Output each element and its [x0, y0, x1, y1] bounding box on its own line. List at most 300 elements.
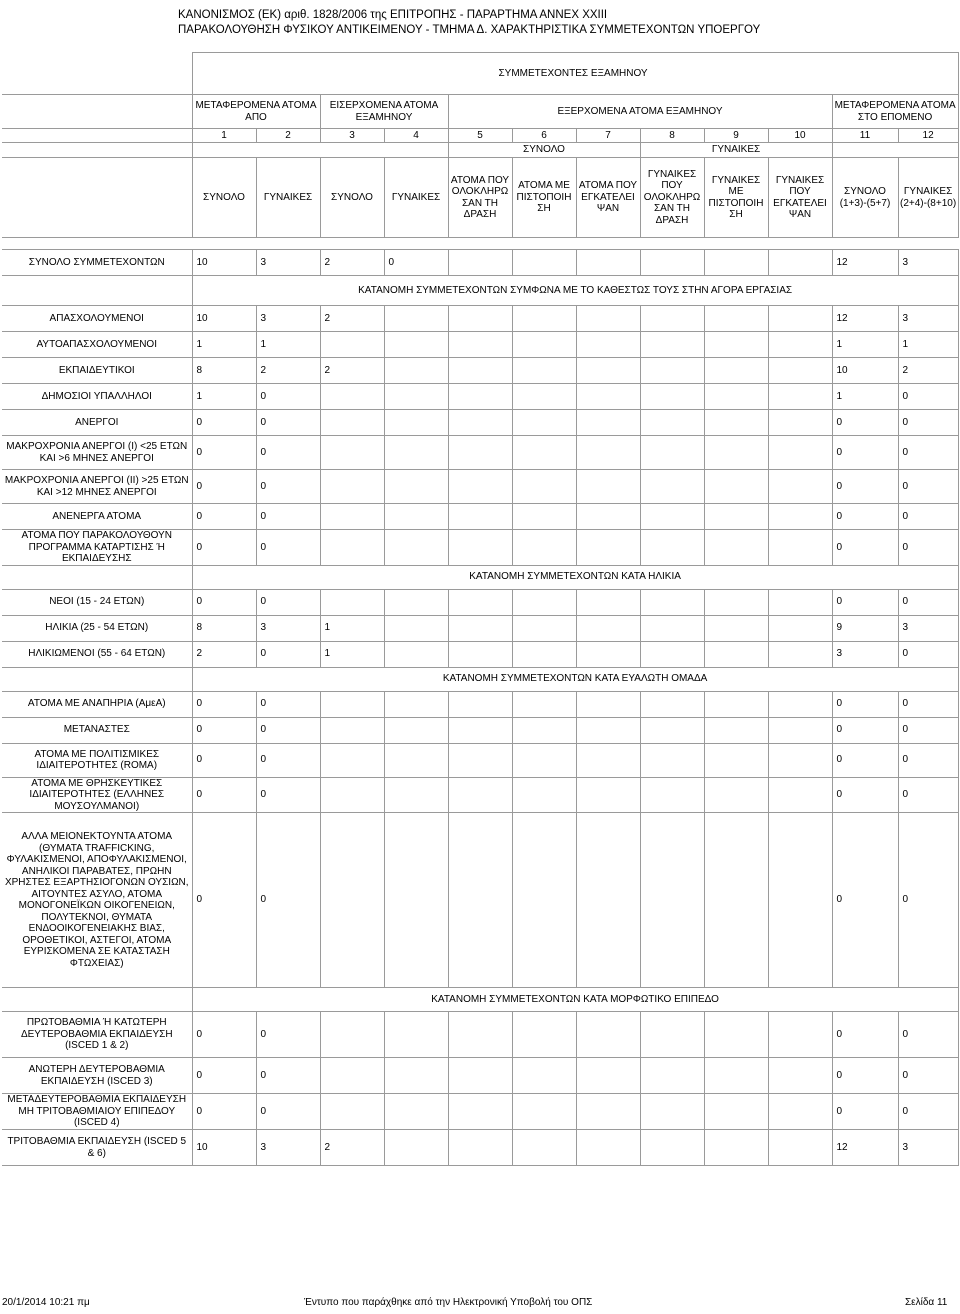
row-label: ΑΝΕΡΓΟΙ	[2, 410, 192, 436]
table-row	[2, 743, 958, 777]
table-row	[2, 530, 958, 566]
table-row	[2, 1130, 958, 1166]
cell-col-1: 2	[192, 641, 256, 667]
cell-col-9	[704, 717, 768, 743]
cell-col-12: 0	[898, 777, 958, 813]
cell-col-9	[704, 589, 768, 615]
cell-col-9	[704, 615, 768, 641]
cell-col-1: 0	[192, 813, 256, 988]
cell-col-9	[704, 358, 768, 384]
cell-col-5	[448, 589, 512, 615]
cell-col-5	[448, 717, 512, 743]
cell-col-9	[704, 410, 768, 436]
cell-col-4	[384, 641, 448, 667]
cell-col-11: 0	[832, 410, 898, 436]
row-label: ΔΗΜΟΣΙΟΙ ΥΠΑΛΛΗΛΟΙ	[2, 384, 192, 410]
cell-col-9	[704, 743, 768, 777]
cell-col-9	[704, 1094, 768, 1130]
cell-col-12: 0	[898, 589, 958, 615]
table-row	[2, 436, 958, 470]
cell-col-4	[384, 813, 448, 988]
cell-col-3	[320, 717, 384, 743]
cell-col-7	[576, 306, 640, 332]
cell-col-6	[512, 358, 576, 384]
cell-col-8	[640, 332, 704, 358]
cell-col-11: 12	[832, 1130, 898, 1166]
cell-col-1: 1	[192, 384, 256, 410]
cell-col-10	[768, 306, 832, 332]
section-header-row	[2, 667, 958, 691]
cell-col-10	[768, 530, 832, 566]
cell-col-1: 0	[192, 410, 256, 436]
cell-col-5	[448, 332, 512, 358]
cell-col-10	[768, 691, 832, 717]
table-row	[2, 1012, 958, 1058]
cell-col-12: 2	[898, 358, 958, 384]
cell-col-7	[576, 358, 640, 384]
cell-col-2: 1	[256, 332, 320, 358]
column-subheader: ΓΥΝΑΙΚΕΣ ΠΟΥ ΟΛΟΚΛΗΡΩ ΣΑΝ ΤΗ ΔΡΑΣΗ	[640, 158, 704, 238]
cell-col-5	[448, 470, 512, 504]
column-subheader: ΓΥΝΑΙΚΕΣ ΠΟΥ ΕΓΚΑΤΕΛΕΙ ΨΑΝ	[768, 158, 832, 238]
cell-col-4	[384, 306, 448, 332]
cell-col-3	[320, 1094, 384, 1130]
cell-col-10	[768, 384, 832, 410]
cell-col-6	[512, 436, 576, 470]
cell-col-4	[384, 504, 448, 530]
table-row	[2, 589, 958, 615]
cell-col-5	[448, 410, 512, 436]
cell-col-3	[320, 504, 384, 530]
header-incoming: ΕΙΣΕΡΧΟΜΕΝΑ ΑΤΟΜΑ ΕΞΑΜΗΝΟΥ	[320, 95, 448, 129]
cell-col-1: 8	[192, 358, 256, 384]
cell-col-2: 2	[256, 358, 320, 384]
cell-col-4	[384, 410, 448, 436]
cell-col-8	[640, 470, 704, 504]
table-row	[2, 1094, 958, 1130]
header-outgoing-total: ΣΥΝΟΛΟ	[448, 143, 640, 158]
cell-col-4: 0	[384, 250, 448, 276]
cell-col-11: 10	[832, 358, 898, 384]
cell-col-12: 0	[898, 1012, 958, 1058]
cell-col-10	[768, 717, 832, 743]
row-label: ΑΥΤΟΑΠΑΣΧΟΛΟΥΜΕΝΟΙ	[2, 332, 192, 358]
cell-col-7	[576, 470, 640, 504]
cell-col-4	[384, 384, 448, 410]
section-blank	[2, 565, 192, 589]
cell-col-5	[448, 436, 512, 470]
cell-col-7	[576, 384, 640, 410]
cell-col-2: 0	[256, 1058, 320, 1094]
cell-col-2: 3	[256, 615, 320, 641]
cell-col-10	[768, 1094, 832, 1130]
row-label: ΑΠΑΣΧΟΛΟΥΜΕΝΟΙ	[2, 306, 192, 332]
cell-col-12: 0	[898, 384, 958, 410]
cell-col-2: 0	[256, 410, 320, 436]
cell-col-3: 2	[320, 306, 384, 332]
cell-col-4	[384, 1094, 448, 1130]
cell-col-3: 2	[320, 250, 384, 276]
column-number: 11	[832, 129, 898, 143]
footer-page-number: Σελίδα 11	[905, 1297, 948, 1308]
cell-col-2: 0	[256, 504, 320, 530]
cell-col-6	[512, 1094, 576, 1130]
cell-col-9	[704, 306, 768, 332]
table-row	[2, 410, 958, 436]
row-label: ΤΡΙΤΟΒΑΘΜΙΑ ΕΚΠΑΙΔΕΥΣΗ (ISCED 5 & 6)	[2, 1130, 192, 1166]
cell-col-10	[768, 504, 832, 530]
cell-col-6	[512, 306, 576, 332]
cell-col-10	[768, 1130, 832, 1166]
cell-col-2: 0	[256, 743, 320, 777]
cell-col-11: 0	[832, 813, 898, 988]
cell-col-9	[704, 332, 768, 358]
cell-col-12: 3	[898, 250, 958, 276]
column-number: 8	[640, 129, 704, 143]
header-participants: ΣΥΜΜΕΤΕΧΟΝΤΕΣ ΕΞΑΜΗΝΟΥ	[192, 53, 958, 95]
cell-col-5	[448, 306, 512, 332]
cell-col-6	[512, 530, 576, 566]
row-label: ΑΤΟΜΑ ΜΕ ΘΡΗΣΚΕΥΤΙΚΕΣ ΙΔΙΑΙΤΕΡΟΤΗΤΕΣ (ΕΛΛΗΝΕΣ ΜΟΥΣΟΥΛΜΑΝΟΙ)	[2, 777, 192, 813]
cell-col-10	[768, 1012, 832, 1058]
cell-col-4	[384, 1012, 448, 1058]
column-subheader: ΑΤΟΜΑ ΜΕ ΠΙΣΤΟΠΟΙΗ ΣΗ	[512, 158, 576, 238]
cell-col-12: 3	[898, 1130, 958, 1166]
cell-col-8	[640, 358, 704, 384]
cell-col-3	[320, 332, 384, 358]
cell-col-1: 1	[192, 332, 256, 358]
cell-col-9	[704, 504, 768, 530]
cell-col-2: 0	[256, 813, 320, 988]
column-number: 4	[384, 129, 448, 143]
cell-col-12: 3	[898, 306, 958, 332]
cell-col-11: 0	[832, 589, 898, 615]
row-label: ΕΚΠΑΙΔΕΥΤΙΚΟΙ	[2, 358, 192, 384]
cell-col-3	[320, 410, 384, 436]
header-carried-in: ΜΕΤΑΦΕΡΟΜΕΝΑ ΑΤΟΜΑ ΑΠΟ	[192, 95, 320, 129]
cell-col-4	[384, 470, 448, 504]
cell-col-1: 0	[192, 436, 256, 470]
cell-col-12: 0	[898, 530, 958, 566]
table-row	[2, 777, 958, 813]
row-label: ΑΝΕΝΕΡΓΑ ΑΤΟΜΑ	[2, 504, 192, 530]
cell-col-11: 0	[832, 717, 898, 743]
column-number: 6	[512, 129, 576, 143]
cell-col-6	[512, 1058, 576, 1094]
row-label: ΠΡΩΤΟΒΑΘΜΙΑ Ή ΚΑΤΩΤΕΡΗ ΔΕΥΤΕΡΟΒΑΘΜΙΑ ΕΚΠΑΙΔΕΥΣΗ (ISCED 1 & 2)	[2, 1012, 192, 1058]
cell-col-2: 0	[256, 777, 320, 813]
cell-col-8	[640, 1058, 704, 1094]
cell-col-11: 0	[832, 1058, 898, 1094]
cell-col-10	[768, 743, 832, 777]
cell-col-8	[640, 813, 704, 988]
cell-col-7	[576, 250, 640, 276]
cell-col-11: 0	[832, 1012, 898, 1058]
cell-col-12: 0	[898, 743, 958, 777]
cell-col-6	[512, 384, 576, 410]
cell-col-8	[640, 641, 704, 667]
cell-col-11: 1	[832, 384, 898, 410]
table-row	[2, 470, 958, 504]
cell-col-7	[576, 1058, 640, 1094]
cell-col-3: 1	[320, 641, 384, 667]
cell-col-8	[640, 306, 704, 332]
cell-col-6	[512, 470, 576, 504]
row-label: ΗΛΙΚΙΩΜΕΝΟΙ (55 - 64 ΕΤΩΝ)	[2, 641, 192, 667]
column-subheader: ΣΥΝΟΛΟ (1+3)-(5+7)	[832, 158, 898, 238]
section-title: ΚΑΤΑΝΟΜΗ ΣΥΜΜΕΤΕΧΟΝΤΩΝ ΣΥΜΦΩΝΑ ΜΕ ΤΟ ΚΑΘΕΣΤΩΣ ΤΟΥΣ ΣΤΗΝ ΑΓΟΡΑ ΕΡΓΑΣΙΑΣ	[192, 276, 958, 306]
cell-col-9	[704, 1058, 768, 1094]
cell-col-1: 0	[192, 777, 256, 813]
section-blank	[2, 276, 192, 306]
cell-col-11: 12	[832, 250, 898, 276]
cell-col-6	[512, 250, 576, 276]
table-row	[2, 250, 958, 276]
section-blank	[2, 988, 192, 1012]
cell-col-6	[512, 615, 576, 641]
cell-col-6	[512, 410, 576, 436]
cell-col-5	[448, 777, 512, 813]
cell-col-3	[320, 1058, 384, 1094]
cell-col-11: 12	[832, 306, 898, 332]
cell-col-8	[640, 504, 704, 530]
cell-col-10	[768, 410, 832, 436]
column-number: 2	[256, 129, 320, 143]
cell-col-4	[384, 1058, 448, 1094]
cell-col-7	[576, 332, 640, 358]
cell-col-8	[640, 777, 704, 813]
section-header-row	[2, 276, 958, 306]
cell-col-7	[576, 717, 640, 743]
cell-col-9	[704, 436, 768, 470]
cell-col-7	[576, 530, 640, 566]
cell-col-8	[640, 436, 704, 470]
cell-col-1: 0	[192, 743, 256, 777]
cell-col-1: 0	[192, 717, 256, 743]
cell-col-12: 0	[898, 691, 958, 717]
cell-col-3	[320, 530, 384, 566]
cell-col-11: 0	[832, 1094, 898, 1130]
footer-printed-by: Έντυπο που παράχθηκε από την Ηλεκτρονική Υποβολή του ΟΠΣ	[304, 1297, 593, 1308]
cell-col-10	[768, 589, 832, 615]
cell-col-4	[384, 589, 448, 615]
cell-col-4	[384, 777, 448, 813]
cell-col-11: 0	[832, 504, 898, 530]
cell-col-1: 0	[192, 470, 256, 504]
header-carried-out: ΜΕΤΑΦΕΡΟΜΕΝΑ ΑΤΟΜΑ ΣΤΟ ΕΠΟΜΕΝΟ	[832, 95, 958, 129]
cell-col-3	[320, 436, 384, 470]
spacer-row	[2, 238, 958, 250]
cell-col-7	[576, 641, 640, 667]
cell-col-1: 0	[192, 1012, 256, 1058]
section-title: ΚΑΤΑΝΟΜΗ ΣΥΜΜΕΤΕΧΟΝΤΩΝ ΚΑΤΑ ΜΟΡΦΩΤΙΚΟ ΕΠΙΠΕΔΟ	[192, 988, 958, 1012]
cell-col-2: 3	[256, 306, 320, 332]
cell-col-9	[704, 777, 768, 813]
cell-col-7	[576, 1094, 640, 1130]
cell-col-5	[448, 358, 512, 384]
cell-col-10	[768, 250, 832, 276]
cell-col-11: 0	[832, 777, 898, 813]
cell-col-1: 0	[192, 1058, 256, 1094]
cell-col-2: 0	[256, 691, 320, 717]
table-row	[2, 332, 958, 358]
cell-col-5	[448, 813, 512, 988]
row-label: ΝΕΟΙ (15 - 24 ΕΤΩΝ)	[2, 589, 192, 615]
column-subheader: ΓΥΝΑΙΚΕΣ (2+4)-(8+10)	[898, 158, 958, 238]
cell-col-3	[320, 470, 384, 504]
cell-col-10	[768, 777, 832, 813]
cell-col-11: 0	[832, 470, 898, 504]
cell-col-2: 0	[256, 589, 320, 615]
cell-col-4	[384, 530, 448, 566]
cell-col-7	[576, 504, 640, 530]
cell-col-6	[512, 332, 576, 358]
cell-col-4	[384, 743, 448, 777]
cell-col-2: 3	[256, 250, 320, 276]
page-footer	[0, 1297, 960, 1311]
header-outgoing-women: ΓΥΝΑΙΚΕΣ	[640, 143, 832, 158]
cell-col-8	[640, 384, 704, 410]
cell-col-8	[640, 1094, 704, 1130]
row-label: ΜΑΚΡΟΧΡΟΝΙΑ ΑΝΕΡΓΟΙ (Ι) <25 ΕΤΩΝ ΚΑΙ >6 ΜΗΝΕΣ ΑΝΕΡΓΟΙ	[2, 436, 192, 470]
cell-col-8	[640, 717, 704, 743]
cell-col-8	[640, 691, 704, 717]
cell-col-4	[384, 332, 448, 358]
cell-col-5	[448, 691, 512, 717]
cell-col-2: 0	[256, 470, 320, 504]
cell-col-10	[768, 615, 832, 641]
column-subheader: ΑΤΟΜΑ ΠΟΥ ΟΛΟΚΛΗΡΩ ΣΑΝ ΤΗ ΔΡΑΣΗ	[448, 158, 512, 238]
cell-col-12: 0	[898, 1094, 958, 1130]
table-row	[2, 358, 958, 384]
cell-col-5	[448, 615, 512, 641]
cell-col-6	[512, 1012, 576, 1058]
cell-col-5	[448, 1130, 512, 1166]
cell-col-2: 0	[256, 530, 320, 566]
table-row	[2, 641, 958, 667]
cell-col-8	[640, 410, 704, 436]
cell-col-1: 0	[192, 504, 256, 530]
cell-col-3	[320, 589, 384, 615]
section-header-row	[2, 988, 958, 1012]
cell-col-12: 0	[898, 641, 958, 667]
cell-col-12: 0	[898, 717, 958, 743]
cell-col-8	[640, 1130, 704, 1166]
table-row	[2, 1058, 958, 1094]
cell-col-8	[640, 1012, 704, 1058]
row-label: ΗΛΙΚΙΑ (25 - 54 ΕΤΩΝ)	[2, 615, 192, 641]
table-row	[2, 691, 958, 717]
cell-col-2: 3	[256, 1130, 320, 1166]
cell-col-9	[704, 1012, 768, 1058]
title-line-2: ΠΑΡΑΚΟΛΟΥΘΗΣΗ ΦΥΣΙΚΟΥ ΑΝΤΙΚΕΙΜΕΝΟΥ - ΤΜΗΜΑ Δ. ΧΑΡΑΚΤΗΡΙΣΤΙΚΑ ΣΥΜΜΕΤΕΧΟΝΤΩΝ ΥΠΟΕΡΓΟΥ	[178, 24, 761, 36]
cell-col-10	[768, 358, 832, 384]
cell-col-9	[704, 250, 768, 276]
cell-col-9	[704, 691, 768, 717]
cell-col-5	[448, 743, 512, 777]
cell-col-1: 10	[192, 306, 256, 332]
table-row	[2, 615, 958, 641]
row-label: ΣΥΝΟΛΟ ΣΥΜΜΕΤΕΧΟΝΤΩΝ	[2, 250, 192, 276]
cell-col-9	[704, 530, 768, 566]
cell-col-2: 0	[256, 717, 320, 743]
cell-col-2: 0	[256, 384, 320, 410]
cell-col-11: 0	[832, 436, 898, 470]
cell-col-3	[320, 813, 384, 988]
cell-col-4	[384, 615, 448, 641]
cell-col-7	[576, 813, 640, 988]
cell-col-1: 10	[192, 250, 256, 276]
cell-col-4	[384, 358, 448, 384]
cell-col-5	[448, 384, 512, 410]
cell-col-11: 0	[832, 691, 898, 717]
cell-col-7	[576, 1130, 640, 1166]
cell-col-12: 0	[898, 436, 958, 470]
title-line-1: ΚΑΝΟΝΙΣΜΟΣ (ΕΚ) αριθ. 1828/2006 της ΕΠΙΤΡΟΠΗΣ - ΠΑΡΑΡΤΗΜΑ ΑΝΝΕΧ XXIII	[178, 9, 608, 21]
cell-col-7	[576, 1012, 640, 1058]
section-blank	[2, 667, 192, 691]
row-label: ΜΕΤΑΝΑΣΤΕΣ	[2, 717, 192, 743]
column-number: 5	[448, 129, 512, 143]
cell-col-3	[320, 691, 384, 717]
cell-col-12: 3	[898, 615, 958, 641]
cell-col-1: 0	[192, 589, 256, 615]
cell-col-10	[768, 813, 832, 988]
row-label: ΜΕΤΑΔΕΥΤΕΡΟΒΑΘΜΙΑ ΕΚΠΑΙΔΕΥΣΗ ΜΗ ΤΡΙΤΟΒΑΘΜΙΑΙΟΥ ΕΠΙΠΕΔΟΥ (ISCED 4)	[2, 1094, 192, 1130]
cell-col-10	[768, 332, 832, 358]
column-subheader: ΣΥΝΟΛΟ	[192, 158, 256, 238]
cell-col-11: 1	[832, 332, 898, 358]
cell-col-3	[320, 743, 384, 777]
cell-col-5	[448, 641, 512, 667]
cell-col-6	[512, 1130, 576, 1166]
cell-col-5	[448, 530, 512, 566]
row-label: ΑΤΟΜΑ ΠΟΥ ΠΑΡΑΚΟΛΟΥΘΟΥΝ ΠΡΟΓΡΑΜΜΑ ΚΑΤΑΡΤΙΣΗΣ Ή ΕΚΠΑΙΔΕΥΣΗΣ	[2, 530, 192, 566]
cell-col-12: 0	[898, 504, 958, 530]
column-subheader: ΑΤΟΜΑ ΠΟΥ ΕΓΚΑΤΕΛΕΙ ΨΑΝ	[576, 158, 640, 238]
cell-col-5	[448, 1094, 512, 1130]
cell-col-12: 0	[898, 470, 958, 504]
cell-col-4	[384, 436, 448, 470]
cell-col-3: 2	[320, 358, 384, 384]
cell-col-3: 1	[320, 615, 384, 641]
row-label: ΑΛΛΑ ΜΕΙΟΝΕΚΤΟΥΝΤΑ ΑΤΟΜΑ (ΘΥΜΑΤΑ TRAFFICKING, ΦΥΛΑΚΙΣΜΕΝΟΙ, ΑΠΟΦΥΛΑΚΙΣΜΕΝΟΙ, ΑΝΗΛΙΚΟΙ ΠΑΡΑΒΑΤΕΣ, ΠΡΩΗΝ ΧΡΗΣΤΕΣ ΕΞΑΡΤΗΣΙΟΓΟΝΩΝ ΟΥΣΙΩΝ, ΑΙΤΟΥΝΤΕΣ ΑΣΥΛΟ, ΑΤΟΜΑ ΜΟΝΟΓΟΝΕΪΚΩΝ ΟΙΚΟΓΕΝΕΙΩΝ, ΠΟΛΥΤΕΚΝΟΙ, ΘΥΜΑΤΑ ΕΝΔΟΟΙΚΟΓΕΝΕΙΑΚΗΣ ΒΙΑΣ, ΟΡΟΘΕΤΙΚΟΙ, ΑΣΤΕΓΟΙ, ΑΤΟΜΑ ΕΥΡΙΣΚΟΜΕΝΑ ΣΕ ΚΑΤΑΣΤΑΣΗ ΦΤΩΧΕΙΑΣ)	[2, 813, 192, 988]
cell-col-6	[512, 743, 576, 777]
cell-col-12: 0	[898, 813, 958, 988]
column-number: 7	[576, 129, 640, 143]
cell-col-2: 0	[256, 436, 320, 470]
table-row	[2, 306, 958, 332]
cell-col-11: 9	[832, 615, 898, 641]
cell-col-6	[512, 589, 576, 615]
cell-col-7	[576, 436, 640, 470]
cell-col-8	[640, 743, 704, 777]
cell-col-1: 0	[192, 1094, 256, 1130]
cell-col-5	[448, 1058, 512, 1094]
cell-col-8	[640, 589, 704, 615]
section-header-row	[2, 565, 958, 589]
table-row	[2, 717, 958, 743]
column-subheader: ΓΥΝΑΙΚΕΣ	[256, 158, 320, 238]
participants-table	[2, 52, 959, 1166]
column-number: 1	[192, 129, 256, 143]
cell-col-6	[512, 641, 576, 667]
column-subheader: ΣΥΝΟΛΟ	[320, 158, 384, 238]
column-number: 3	[320, 129, 384, 143]
cell-col-1: 0	[192, 530, 256, 566]
cell-col-2: 0	[256, 1094, 320, 1130]
cell-col-4	[384, 717, 448, 743]
